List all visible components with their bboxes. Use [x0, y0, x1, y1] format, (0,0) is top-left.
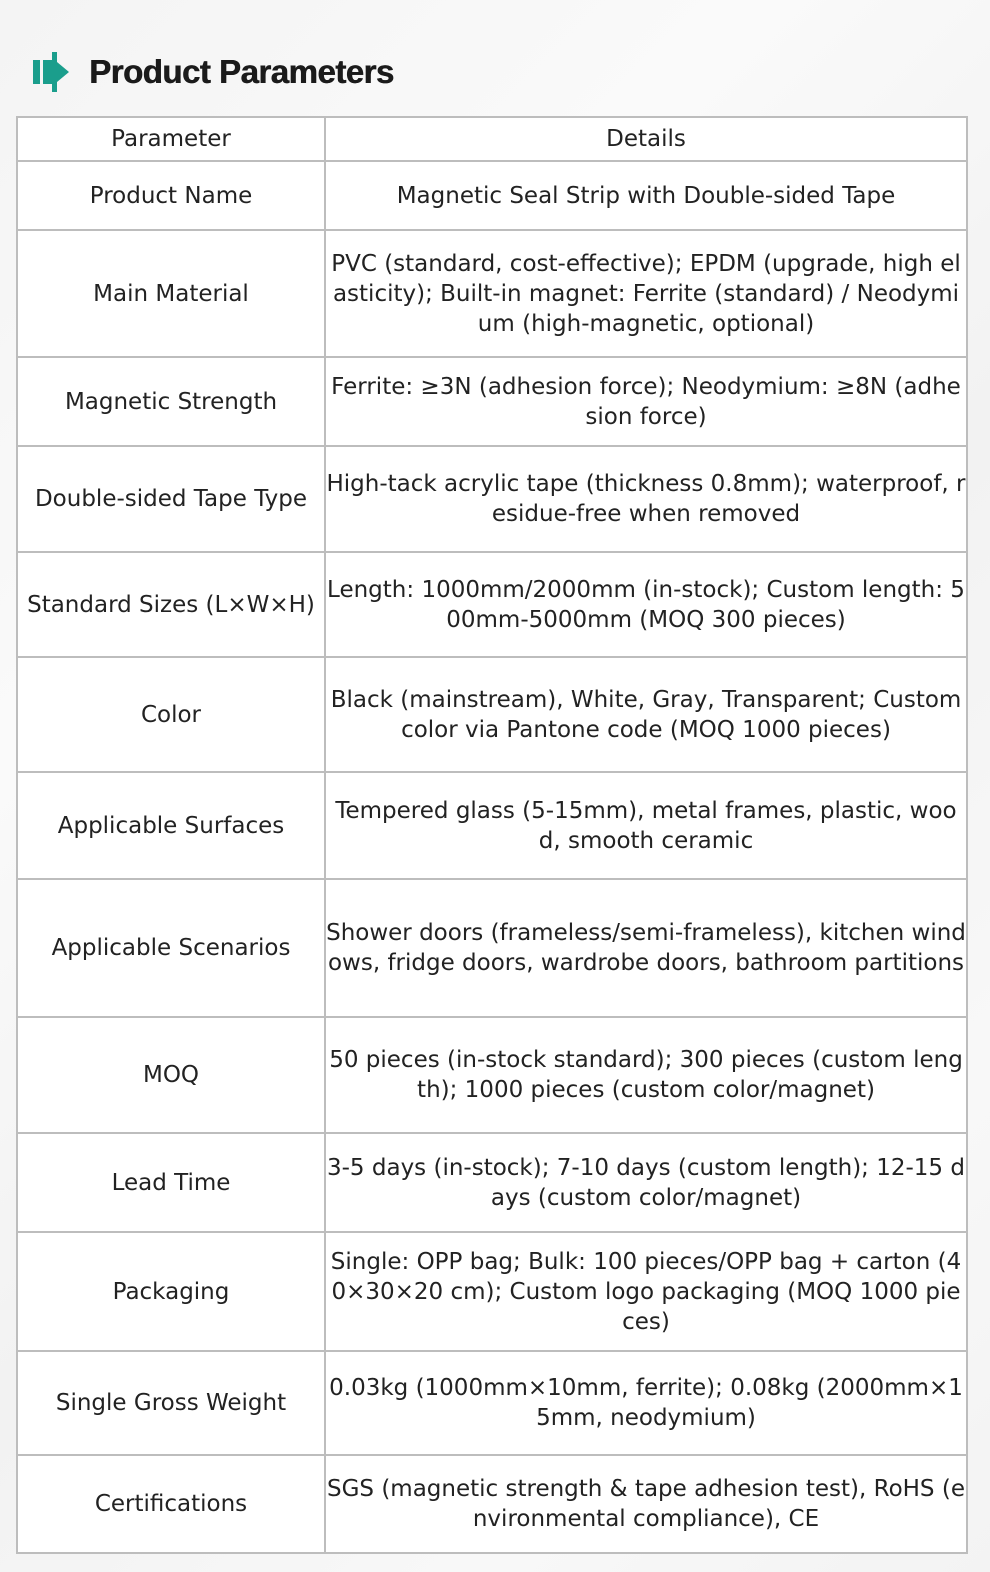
- parameter-cell: Lead Time: [17, 1133, 325, 1232]
- table-row: [17, 879, 967, 1017]
- parameter-cell: Main Material: [17, 230, 325, 357]
- table-row: [17, 357, 967, 446]
- details-cell: 50 pieces (in-stock standard); 300 pieces (custom length); 1000 pieces (custom color/magnet): [325, 1017, 967, 1133]
- details-cell: High-tack acrylic tape (thickness 0.8mm); waterproof, residue-free when removed: [325, 446, 967, 552]
- table-row: [17, 1455, 967, 1553]
- parameters-table: [16, 116, 968, 1554]
- details-cell: PVC (standard, cost-effective); EPDM (upgrade, high elasticity); Built-in magnet: Ferrite (standard) / Neodymium (high-magnetic, optional): [325, 230, 967, 357]
- details-cell: 0.03kg (1000mm×10mm, ferrite); 0.08kg (2000mm×15mm, neodymium): [325, 1351, 967, 1455]
- parameter-cell: Certifications: [17, 1455, 325, 1553]
- table-row: [17, 1351, 967, 1455]
- parameter-cell: MOQ: [17, 1017, 325, 1133]
- details-cell: Single: OPP bag; Bulk: 100 pieces/OPP bag + carton (40×30×20 cm); Custom logo packaging (MOQ 1000 pieces): [325, 1232, 967, 1351]
- table-row: [17, 772, 967, 879]
- table-row: [17, 161, 967, 230]
- parameter-cell: Single Gross Weight: [17, 1351, 325, 1455]
- details-cell: Ferrite: ≥3N (adhesion force); Neodymium: ≥8N (adhesion force): [325, 357, 967, 446]
- table-row: [17, 1133, 967, 1232]
- table-header-row: [17, 117, 967, 161]
- details-cell: 3-5 days (in-stock); 7-10 days (custom length); 12-15 days (custom color/magnet): [325, 1133, 967, 1232]
- page-title: Product Parameters: [89, 53, 394, 90]
- details-cell: Magnetic Seal Strip with Double-sided Tape: [325, 161, 967, 230]
- table-row: [17, 446, 967, 552]
- details-cell: Length: 1000mm/2000mm (in-stock); Custom length: 500mm-5000mm (MOQ 300 pieces): [325, 552, 967, 657]
- table-row: [17, 230, 967, 357]
- table-row: [17, 657, 967, 772]
- column-header-details: Details: [325, 117, 967, 161]
- parameter-cell: Standard Sizes (L×W×H): [17, 552, 325, 657]
- parameter-cell: Color: [17, 657, 325, 772]
- details-cell: Shower doors (frameless/semi-frameless), kitchen windows, fridge doors, wardrobe doors, bathroom partitions: [325, 879, 967, 1017]
- table-row: [17, 1017, 967, 1133]
- details-cell: Tempered glass (5-15mm), metal frames, plastic, wood, smooth ceramic: [325, 772, 967, 879]
- parameter-cell: Double-sided Tape Type: [17, 446, 325, 552]
- parameter-cell: Packaging: [17, 1232, 325, 1351]
- table-row: [17, 552, 967, 657]
- parameter-cell: Applicable Surfaces: [17, 772, 325, 879]
- section-header: [33, 48, 394, 96]
- speaker-icon: [33, 52, 73, 92]
- parameter-cell: Product Name: [17, 161, 325, 230]
- details-cell: SGS (magnetic strength & tape adhesion test), RoHS (environmental compliance), CE: [325, 1455, 967, 1553]
- parameter-cell: Magnetic Strength: [17, 357, 325, 446]
- details-cell: Black (mainstream), White, Gray, Transparent; Custom color via Pantone code (MOQ 1000 pieces): [325, 657, 967, 772]
- parameter-cell: Applicable Scenarios: [17, 879, 325, 1017]
- table-row: [17, 1232, 967, 1351]
- column-header-parameter: Parameter: [17, 117, 325, 161]
